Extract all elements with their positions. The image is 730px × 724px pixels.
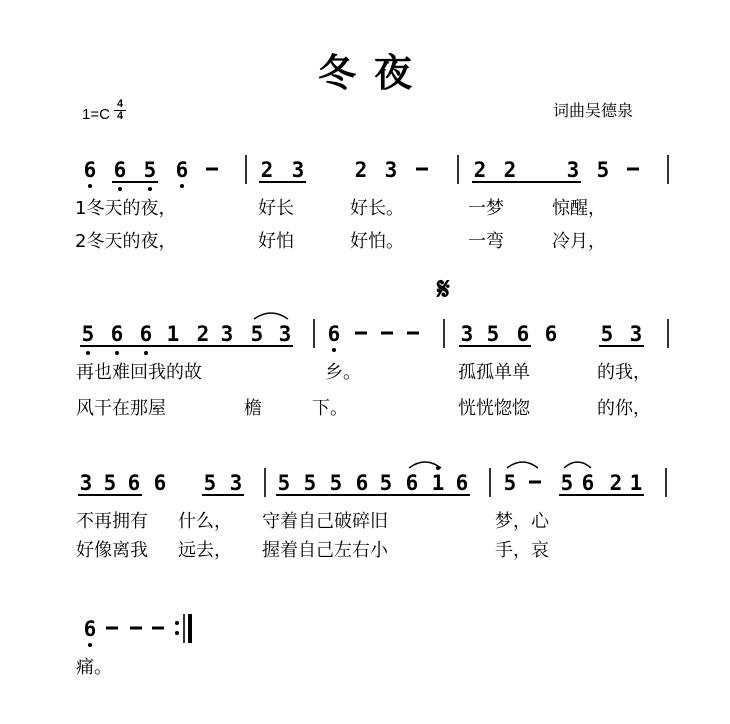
lyric-verse-2: 好怕 [258,231,294,252]
lyric-verse-2: 2冬天的夜， [75,231,177,252]
tie-slur [564,462,591,468]
lyric-verse-1: 1冬天的夜， [75,198,177,219]
octave-dot-below [86,351,90,355]
lyric-verse-1: 梦，心 [495,511,549,532]
lyric-verse-1: 好长 [258,198,294,219]
note-digit: 6 [516,322,530,346]
lyric-verse-1: 不再拥有 [76,511,148,532]
repeat-dot [175,621,179,625]
note-digit: 3 [79,471,93,495]
note-digit: 5 [379,471,393,495]
note-digit: 3 [220,322,234,346]
note-digit: 3 [384,158,398,182]
note-digit: 2 [473,158,487,182]
note-digit: 6 [544,322,558,346]
time-signature-top: 4 [116,98,124,110]
note-digit: 5 [303,471,317,495]
octave-dot-below [180,184,184,188]
note-digit: 3 [566,158,580,182]
octave-dot-below [115,351,119,355]
note-digit: 6 [113,158,127,182]
song-title: 冬夜 [317,51,430,95]
lyric-verse-1: 惊醒， [552,198,606,219]
segno-sign: 𝄋 [437,272,450,307]
note-digit: 6 [175,158,189,182]
lyric-verse-2: 冷月， [552,231,606,252]
octave-dot-below [144,351,148,355]
lyric-verse-2: 的你， [597,398,651,419]
key-signature: 1=C [82,106,110,123]
note-digit: 2 [503,158,517,182]
lyric-verse-1: 好长。 [350,198,404,219]
lyric-verse-1: 孤孤单单 [458,362,530,383]
lyric-verse-2: 一弯 [468,231,504,252]
tie-slur [409,462,441,468]
note-digit: 5 [277,471,291,495]
repeat-dot [175,631,179,635]
note-digit: 2 [609,471,623,495]
note-digit: 6 [83,617,97,641]
lyric-verse-1: 什么， [178,511,232,532]
note-digit: 1 [166,322,180,346]
octave-dot-below [88,643,92,647]
note-digit: 6 [83,158,97,182]
note-digit: 1 [629,471,643,495]
lyric-verse-1: 一梦 [468,198,504,219]
lyric-verse-2: 檐 [244,398,262,419]
note-digit: 5 [600,322,614,346]
lyric-verse-2: 好怕。 [350,231,404,252]
note-digit: 5 [503,471,517,495]
tie-slur [254,313,288,319]
note-digit: 6 [405,471,419,495]
lyric-verse-2: 风干在那屋 [76,398,166,419]
lyric-verse-2: 远去， [178,540,232,561]
lyric-verse-1: 再也难回我的故 [76,362,202,383]
time-signature-bottom: 4 [114,110,126,122]
note-digit: 6 [455,471,469,495]
note-digit: 5 [329,471,343,495]
note-digit: 6 [153,471,167,495]
lyric-verse-2: 恍恍惚惚 [458,398,530,419]
tie-slur [507,462,538,468]
note-digit: 5 [103,471,117,495]
octave-dot-below [118,187,122,191]
octave-dot-below [148,187,152,191]
note-digit: 6 [139,322,153,346]
octave-dot-below [88,184,92,188]
note-digit: 5 [486,322,500,346]
note-digit: 2 [260,158,274,182]
note-digit: 5 [143,158,157,182]
note-digit: 3 [278,322,292,346]
lyric-verse-1: 的我， [597,362,651,383]
octave-dot-above [436,466,440,470]
note-digit: 5 [203,471,217,495]
note-digit: 5 [81,322,95,346]
note-digit: 6 [581,471,595,495]
lyric-verse-1: 痛。 [76,657,112,678]
lyric-verse-2: 下。 [312,398,348,419]
lyric-verse-1: 乡。 [325,362,361,383]
note-digit: 6 [110,322,124,346]
note-digit: 5 [250,322,264,346]
octave-dot-below [332,348,336,352]
lyric-verse-2: 握着自己左右小 [262,540,388,561]
note-digit: 5 [596,158,610,182]
note-digit: 6 [127,471,141,495]
lyric-verse-2: 手，哀 [495,540,549,561]
note-digit: 6 [355,471,369,495]
composer-credit: 词曲吴德泉 [553,101,634,120]
note-digit: 3 [291,158,305,182]
time-signature [114,99,126,122]
note-digit: 5 [560,471,574,495]
lyric-verse-1: 守着自己破碎旧 [262,511,388,532]
note-digit: 3 [629,322,643,346]
note-digit: 3 [460,322,474,346]
note-digit: 2 [354,158,368,182]
note-digit: 2 [196,322,210,346]
note-digit: 3 [229,471,243,495]
note-digit: 6 [327,322,341,346]
note-digit: 1 [431,471,445,495]
lyric-verse-2: 好像离我 [76,540,148,561]
